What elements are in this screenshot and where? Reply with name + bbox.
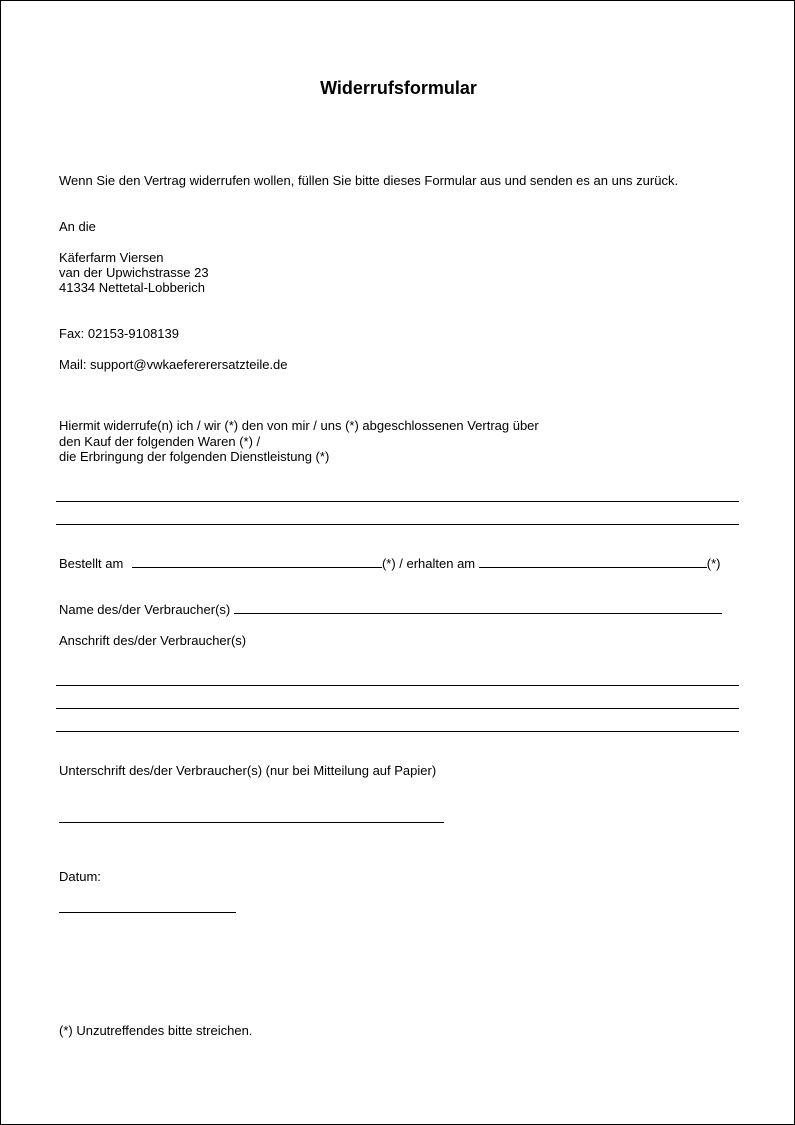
footnote: (*) Unzutreffendes bitte streichen. [59,1023,253,1038]
recipient-name: Käferfarm Viersen [59,250,164,265]
declaration-line-3: die Erbringung der folgenden Dienstleistung (*) [59,449,330,464]
recipient-city: 41334 Nettetal-Lobberich [59,280,205,295]
signature-label: Unterschrift des/der Verbraucher(s) (nur bei Mitteilung auf Papier) [59,763,437,778]
goods-line-2[interactable] [56,524,739,525]
recipient-fax: Fax: 02153-9108139 [59,326,179,341]
declaration-line-1: Hiermit widerrufe(n) ich / wir (*) den von mir / uns (*) abgeschlossenen Vertrag über [59,418,539,433]
declaration-line-2: den Kauf der folgenden Waren (*) / [59,434,261,449]
ordered-date-blank[interactable] [132,556,382,568]
signature-row [59,811,444,826]
recipient-mail: Mail: support@vwkaefererersatzteile.de [59,357,288,372]
address-label: Anschrift des/der Verbraucher(s) [59,633,247,648]
order-dates-row [59,556,720,571]
name-row [59,602,722,617]
recipient-salutation: An die [59,219,96,234]
goods-line-1[interactable] [56,501,739,502]
date-row [59,901,236,916]
received-date-blank[interactable] [479,556,707,568]
date-blank[interactable] [59,901,236,913]
document-title: Widerrufsformular [320,78,477,98]
ordered-label: Bestellt am [59,556,124,571]
address-line-2[interactable] [56,708,739,709]
address-line-1[interactable] [56,685,739,686]
recipient-street: van der Upwichstrasse 23 [59,265,209,280]
ordered-suffix: (*) / erhalten am [381,556,476,571]
name-blank[interactable] [234,602,722,614]
address-line-3[interactable] [56,731,739,732]
date-label: Datum: [59,869,101,884]
received-suffix: (*) [706,556,721,571]
signature-blank[interactable] [59,811,444,823]
intro-text: Wenn Sie den Vertrag widerrufen wollen, füllen Sie bitte dieses Formular aus und senden es an uns zurück. [59,173,679,188]
name-label: Name des/der Verbraucher(s) [59,602,231,617]
